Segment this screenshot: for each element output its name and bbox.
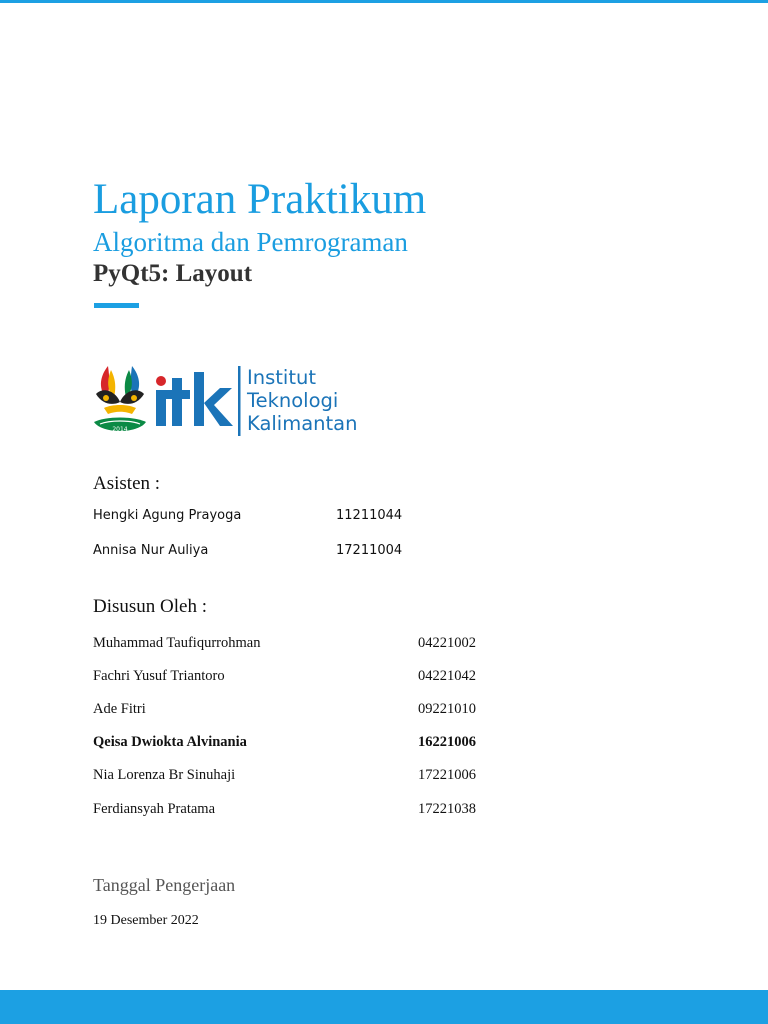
- member-row: [93, 767, 476, 784]
- member-nim: 17221038: [418, 801, 476, 817]
- member-name: Nia Lorenza Br Sinuhaji: [93, 767, 236, 783]
- logo-line-kalimantan: Kalimantan: [247, 412, 358, 435]
- tanggal-heading: Tanggal Pengerjaan: [93, 875, 236, 895]
- member-row: [93, 801, 476, 818]
- asisten-row: [93, 543, 403, 558]
- member-nim: 04221042: [418, 668, 476, 684]
- asisten-row: [93, 508, 403, 523]
- member-name: Muhammad Taufiqurrohman: [93, 635, 261, 651]
- tanggal-value: 19 Desember 2022: [93, 913, 199, 928]
- member-name: Ade Fitri: [93, 701, 146, 717]
- accent-bar: [94, 303, 139, 308]
- emblem-year: 2014: [112, 426, 128, 433]
- logo-line-teknologi: Teknologi: [247, 389, 339, 412]
- disusun-heading: Disusun Oleh :: [93, 596, 207, 617]
- member-name: Fachri Yusuf Triantoro: [93, 668, 225, 684]
- member-nim: 04221002: [418, 635, 476, 651]
- asisten-nim: 17211004: [336, 543, 403, 558]
- member-nim: 17221006: [418, 767, 476, 783]
- asisten-name: Hengki Agung Prayoga: [93, 508, 242, 523]
- itk-wordmark-icon: [156, 366, 241, 436]
- asisten-name: Annisa Nur Auliya: [93, 543, 209, 558]
- report-subtitle: Algoritma dan Pemrograman: [93, 227, 408, 257]
- member-nim: 09221010: [418, 701, 476, 717]
- member-name: Ferdiansyah Pratama: [93, 801, 216, 817]
- member-name: Qeisa Dwiokta Alvinania: [93, 734, 247, 750]
- asisten-heading: Asisten :: [93, 473, 161, 494]
- report-title: Laporan Praktikum: [93, 176, 427, 223]
- logo-institution-name: [247, 366, 358, 435]
- itk-emblem-icon: [94, 366, 146, 433]
- member-nim: 16221006: [418, 734, 476, 750]
- logo-line-institut: Institut: [247, 366, 316, 389]
- member-row: [93, 701, 476, 718]
- report-topic: PyQt5: Layout: [93, 260, 253, 287]
- top-border-line: [0, 0, 768, 3]
- member-row: [93, 635, 476, 652]
- asisten-nim: 11211044: [336, 508, 403, 523]
- member-row-highlighted: [93, 734, 476, 751]
- member-row: [93, 668, 476, 685]
- bottom-band: [0, 990, 768, 1024]
